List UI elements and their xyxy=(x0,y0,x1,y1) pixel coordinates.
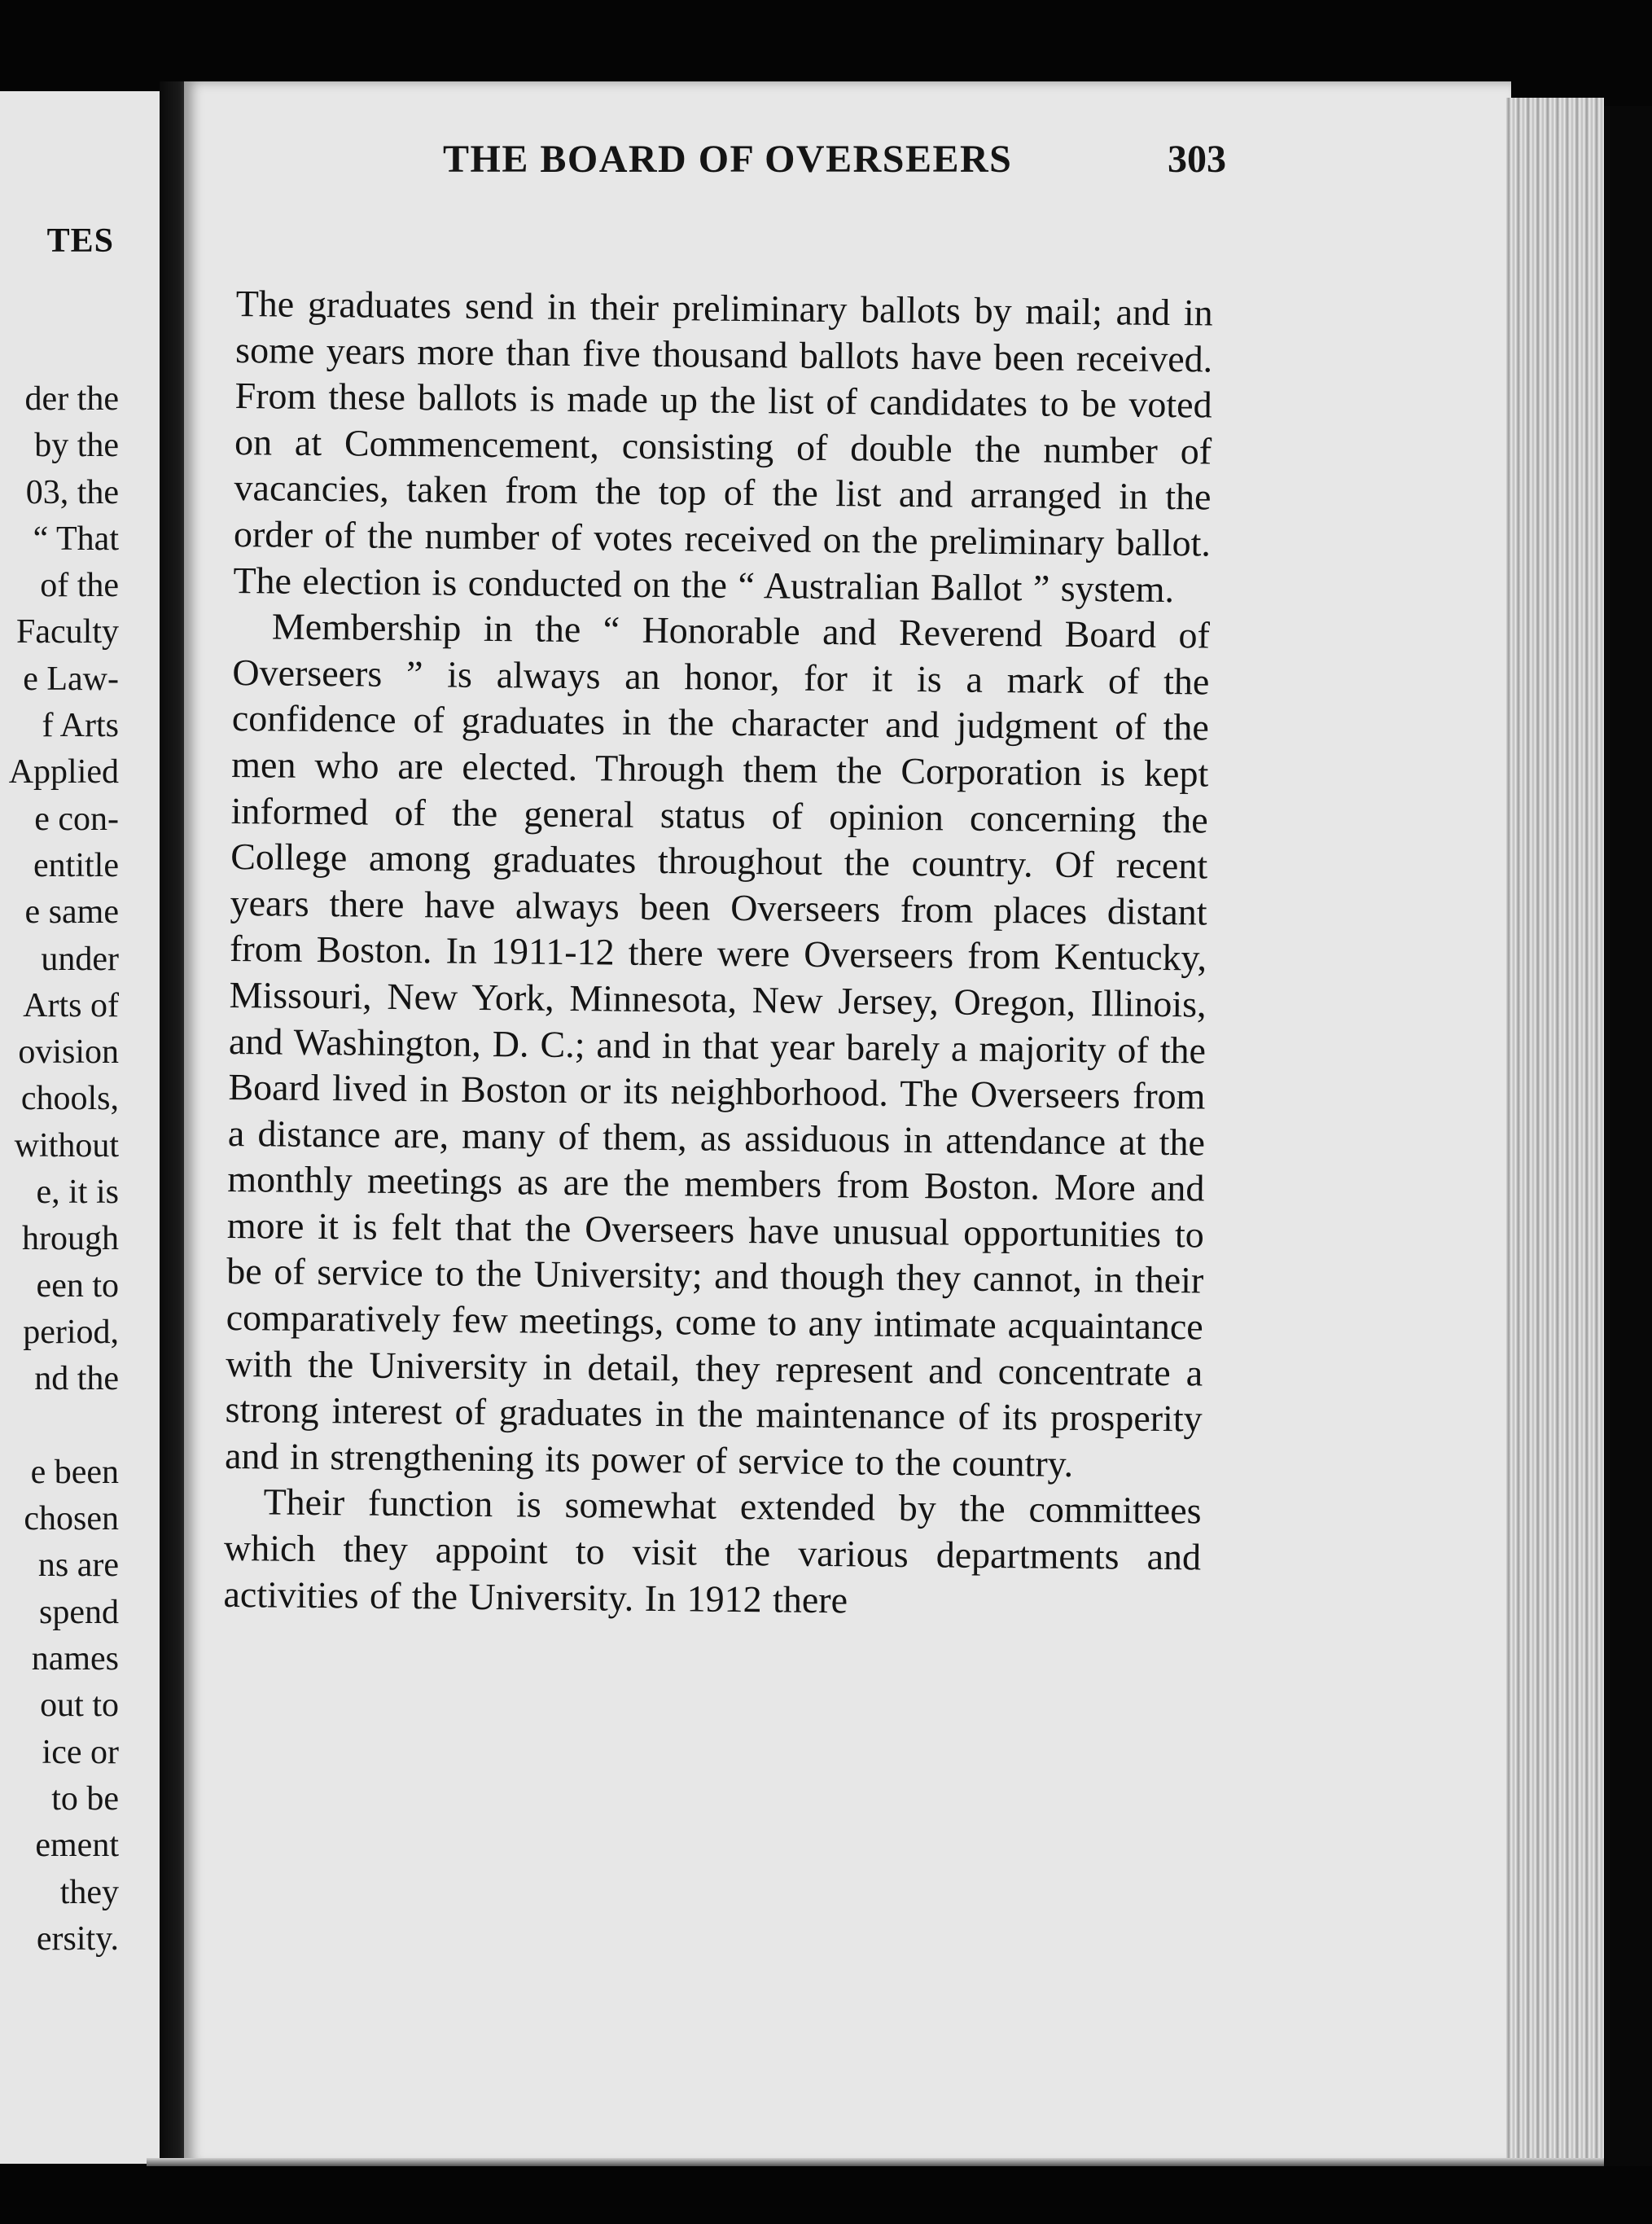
scan-border xyxy=(1604,106,1652,2166)
left-line-fragment: under xyxy=(41,940,119,978)
left-line-fragment: der the xyxy=(24,380,119,418)
left-line-fragment: een to xyxy=(36,1266,119,1305)
left-line-fragment: e Law- xyxy=(23,660,119,698)
left-line-fragment: e been xyxy=(30,1453,119,1491)
paragraph-membership: Membership in the “ Honorable and Reverend Board of Overseers ” is always an honor, for it is a mark of the confidence of graduates in the character and judgment of the men who are elected. Through them the Corporation is kept informed of the general status of opinion concerning the College among graduates throughout the country. Of recent years there have always been Overseers from places distant from Boston. In 1911-12 there were Overseers from Kentucky, Missouri, New York, Minnesota, New Jersey, Oregon, Illinois, and Washington, D. C.; and in that year barely a majority of the Board lived in Boston or its neighborhood. The Overseers from a distance are, many of them, as assiduous in attendance at the monthly meetings as are the members from Boston. More and more it is felt that the Overseers have unusual opportunities to be of service to the University; and though they cannot, in their comparatively few meetings, come to any intimate acquaintance with the University in detail, they represent and concentrate a strong interest of graduates in the maintenance of its prosperity and in strengthening its power of service to the country. xyxy=(224,605,1211,1485)
page-body xyxy=(223,281,1213,1627)
left-line-fragment: f Arts xyxy=(42,707,119,745)
left-line-fragment: e, it is xyxy=(36,1173,119,1212)
left-line-fragment: hrough xyxy=(22,1220,119,1258)
left-page-text-fragments xyxy=(0,376,119,1963)
left-line-fragment: ovision xyxy=(18,1033,119,1072)
left-line-fragment: by the xyxy=(34,427,119,465)
left-line-fragment: nd the xyxy=(34,1360,119,1398)
left-line-fragment: out to xyxy=(40,1687,119,1725)
left-line-fragment: chosen xyxy=(24,1500,119,1538)
left-line-fragment: ement xyxy=(35,1827,119,1865)
left-facing-page xyxy=(0,91,164,2164)
left-line-fragment: entitle xyxy=(33,846,119,884)
left-line-fragment: without xyxy=(14,1126,119,1165)
left-line-fragment: e same xyxy=(24,893,119,932)
left-line-fragment: of the xyxy=(40,567,119,605)
left-line-fragment: period, xyxy=(23,1313,119,1351)
left-line-fragment xyxy=(0,1403,119,1450)
running-head xyxy=(256,137,1226,182)
left-line-fragment: Applied xyxy=(8,753,119,792)
left-running-head: TES xyxy=(46,222,114,260)
left-line-fragment: to be xyxy=(51,1779,119,1818)
page-edges xyxy=(1506,98,1604,2166)
running-title: THE BOARD OF OVERSEERS xyxy=(443,138,1013,181)
left-line-fragment: Arts of xyxy=(23,986,119,1024)
paragraph-function: Their function is somewhat extended by the committees which they appoint to visit the various departments and activities of the University. In 1912 there xyxy=(223,1480,1202,1621)
left-line-fragment: ersity. xyxy=(36,1919,119,1958)
page-number: 303 xyxy=(1168,138,1226,181)
left-line-fragment: e con- xyxy=(34,800,119,838)
left-line-fragment: names xyxy=(31,1640,119,1678)
left-line-fragment: ice or xyxy=(42,1733,119,1771)
left-line-fragment: chools, xyxy=(20,1080,119,1118)
left-line-fragment: “ That xyxy=(33,520,119,558)
left-line-fragment: 03, the xyxy=(25,473,119,511)
left-line-fragment: ns are xyxy=(37,1546,119,1585)
paragraph-ballots: The graduates send in their preliminary ballots by mail; and in some years more than five thousand ballots have been received. From these ballots is made up the list of candidates to be voted on at Commencement, consisting of double the number of vacancies, taken from the top of the list and arranged in the order of the number of votes received on the preliminary ballot. The election is conducted on the “ Australian Ballot ” system. xyxy=(233,282,1213,610)
bottom-page-edge xyxy=(147,2158,1604,2166)
left-line-fragment: they xyxy=(59,1873,119,1911)
left-line-fragment: spend xyxy=(39,1593,119,1631)
left-line-fragment: Faculty xyxy=(16,613,119,651)
